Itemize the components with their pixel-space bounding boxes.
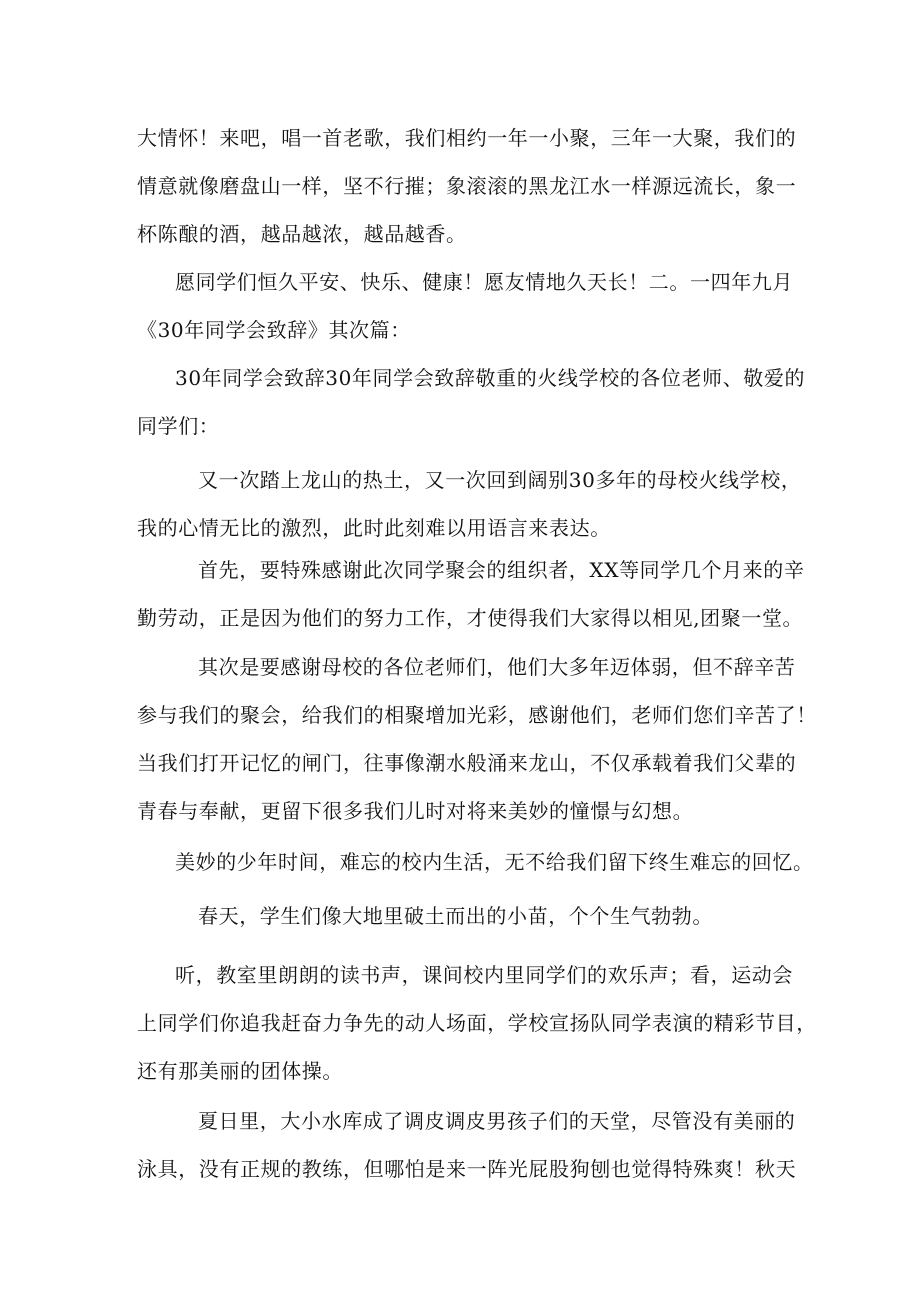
text-line: 春天，学生们像大地里破土而出的小苗，个个生气勃勃。 [198,904,713,928]
text-line: 勤劳动，正是因为他们的努力工作，才使得我们大家得以相见,团聚一堂。 [137,606,804,630]
text-line: 愿同学们恒久平安、快乐、健康！愿友情地久天长！二。一四年九月 [175,270,793,294]
text-line: 大情怀！来吧，唱一首老歌，我们相约一年一小聚，三年一大聚，我们的 [137,126,797,150]
text-line: 美妙的少年时间，难忘的校内生活，无不给我们留下终生难忘的回忆。 [175,850,814,874]
text-line: 杯陈酿的酒，越品越浓，越品越香。 [137,222,467,246]
text-line: 其次是要感谢母校的各位老师们，他们大多年迈体弱，但不辞辛苦 [198,655,796,679]
text-line: 还有那美丽的团体操。 [137,1059,343,1083]
text-line: 我的心情无比的激烈，此时此刻难以用语言来表达。 [137,516,611,540]
text-line: 上同学们你追我赶奋力争先的动人场面，学校宣扬队同学表演的精彩节目， [137,1011,817,1035]
text-line: 泳具，没有正规的教练，但哪怕是来一阵光屁股狗刨也觉得特殊爽！秋天 [137,1157,797,1181]
text-line: 同学们： [137,414,220,438]
text-line: 情意就像磨盘山一样，坚不行摧；象滚滚的黑龙江水一样源远流长，象一 [137,174,797,198]
text-line: 《30年同学会致辞》其次篇： [137,318,411,342]
text-line: 青春与奉献，更留下很多我们儿时对将来美妙的憧憬与幻想。 [137,799,694,823]
text-line: 当我们打开记忆的闸门，往事像潮水般涌来龙山，不仅承载着我们父辈的 [137,751,797,775]
text-line: 30年同学会致辞30年同学会致辞敬重的火线学校的各位老师、敬爱的 [175,366,806,390]
text-line: 首先，要特殊感谢此次同学聚会的组织者，XX等同学几个月来的辛 [198,558,805,582]
text-line: 又一次踏上龙山的热土，又一次回到阔别30多年的母校火线学校， [198,468,802,492]
text-line: 夏日里，大小水库成了调皮调皮男孩子们的天堂，尽管没有美丽的 [198,1109,796,1133]
text-line: 参与我们的聚会，给我们的相聚增加光彩，感谢他们，老师们您们辛苦了！ [137,703,817,727]
text-line: 听，教室里朗朗的读书声，课间校内里同学们的欢乐声；看，运动会 [175,963,793,987]
